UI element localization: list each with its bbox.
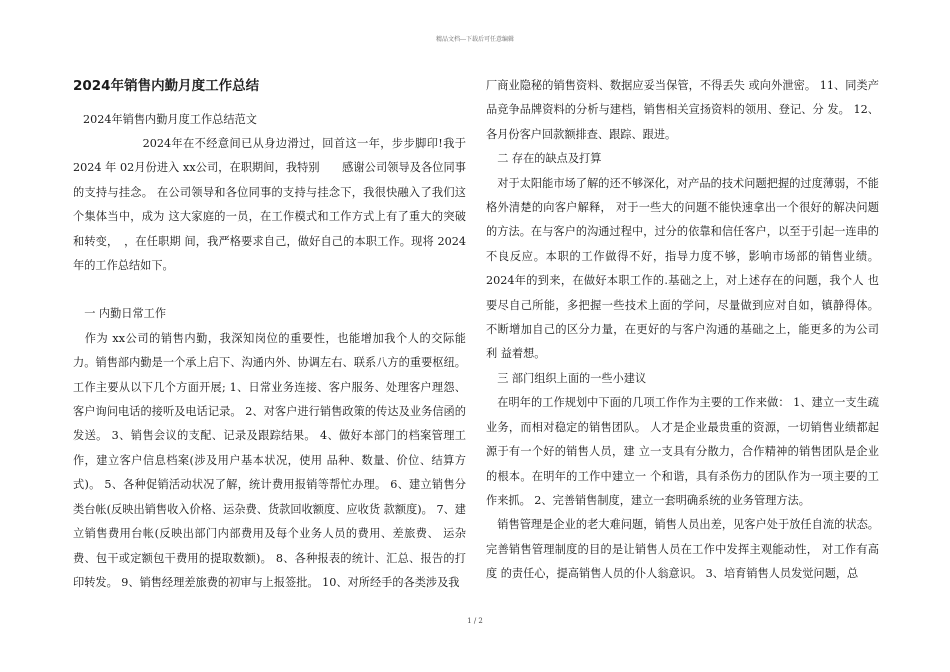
daily-work-paragraph: 作为 xx公司的销售内勤，我深知岗位的重要性，也能增加我个人的交际能力。销售部内勤是一个承上启下、沟通内外、协调左右、联系八方的重要枢纽。工作主要从以下几个方面开展; 1、日常业务连接、客户服务、处理客户理怨、客户询问电话的接听及电话记录。 2、对客户进行销售政策的传达及业务信函的发送。 3、销售会议的支配、记录及跟踪结果。 4、做好本部门的档案管理工作，建立客户信息档案(涉及用户基本状况，使用 品种、数量、价位、结算方式)。 5、各种促销活动状况了解，统计费用报销等帮忙办理。 6、建立销售分类台帐(反映出销售收入价格、运杂费、货款回收额度、应收货 款额度)。 7、建立销售费用台帐(反映出部门内部费用及每个业务人员的费用、差旅费、 运杂费、包干或定额包干费用的提取数额)。 8、各种报表的统计、汇总、报告的打印转发。 9、销售经理差旅费的初审与上报签批。 10、对所经手的各类涉及我 (73, 331, 466, 589)
suggestions-paragraph: 在明年的工作规划中下面的几项工作作为主要的工作来做： 1、建立一支生疏业务，而相对稳定的销售团队。 人才是企业最贵重的资源，一切销售业绩都起源于有一个好的销售人员，建 立一支具有分散力，合作精神的销售团队是企业的根本。在明年的工作中建立一 个和谐，具有杀伤力的团队作为一项主要的工作来抓。 2、完善销售制度，建立一套明确系统的业务管理方法。 (486, 396, 879, 507)
document-title: 2024年销售内勤月度工作总结 (73, 78, 260, 94)
management-paragraph: 销售管理是企业的老大难问题，销售人员出差，见客户处于放任自流的状态。 完善销售管理制度的目的是让销售人员在工作中发挥主观能动性， 对工作有高度 的责任心，提高销售人员的仆人翁意识。 3、培育销售人员发觉问题，总 (486, 518, 879, 581)
continued-paragraph: 厂商业隐秘的销售资料、数据应妥当保管，不得丢失 或向外泄密。 11、同类产品竞争品牌资料的分析与建档，销售相关宣扬资料的领用、登记、分 发。 12、各月份客户回款额排查、跟踪、跟进。 (486, 79, 879, 141)
right-column (486, 74, 879, 587)
section-heading-3: 三 部门组织上面的一些小建议 (486, 371, 647, 385)
intro-paragraph: 2024年在不经意间已从身边滑过，回首这一年，步步脚印!我于 2024 年 02月份进入 xx公司，在职期间，我特别 感谢公司领导及各位同事的支持与挂念。 在公司领导和各位同事的支持与挂念下，我很快融入了我们这个集体当中，成为 这大家庭的一员，在工作模式和工作方式上有了重大的突破和转变， ，在任职期 间，我严格要求自己，做好自己的本职工作。现将 2024年的工作总结如下。 (73, 137, 466, 273)
section-heading-1: 一 内勤日常工作 (73, 307, 167, 321)
document-subtitle: 2024年销售内勤月度工作总结范文 (83, 113, 257, 126)
page-number: 1 / 2 (467, 617, 483, 625)
header-note: 精品文档---下载后可任意编辑 (435, 36, 515, 43)
left-column (73, 76, 466, 595)
shortcomings-paragraph: 对于太阳能市场了解的还不够深化，对产品的技术问题把握的过度薄弱，不能格外清楚的向客户解释， 对于一些大的问题不能快速拿出一个很好的解决问题 的方法。在与客户的沟通过程中，过分的依靠和信任客户，以至于引起一连串的 不良反应。本职的工作做得不好，指导力度不够，影响市场部的销售业绩。 2024年的到来，在做好本职工作的.基础之上，对上述存在的问题，我个人 也要尽自己所能，多把握一些技术上面的学问，尽量做到应对自如，镇静得体。 不断增加自己的区分力量，在更好的与客户沟通的基础之上，能更多的为公司 利 益着想。 (486, 176, 879, 361)
section-heading-2: 二 存在的缺点及打算 (486, 152, 602, 166)
paragraph-gap (73, 278, 466, 302)
